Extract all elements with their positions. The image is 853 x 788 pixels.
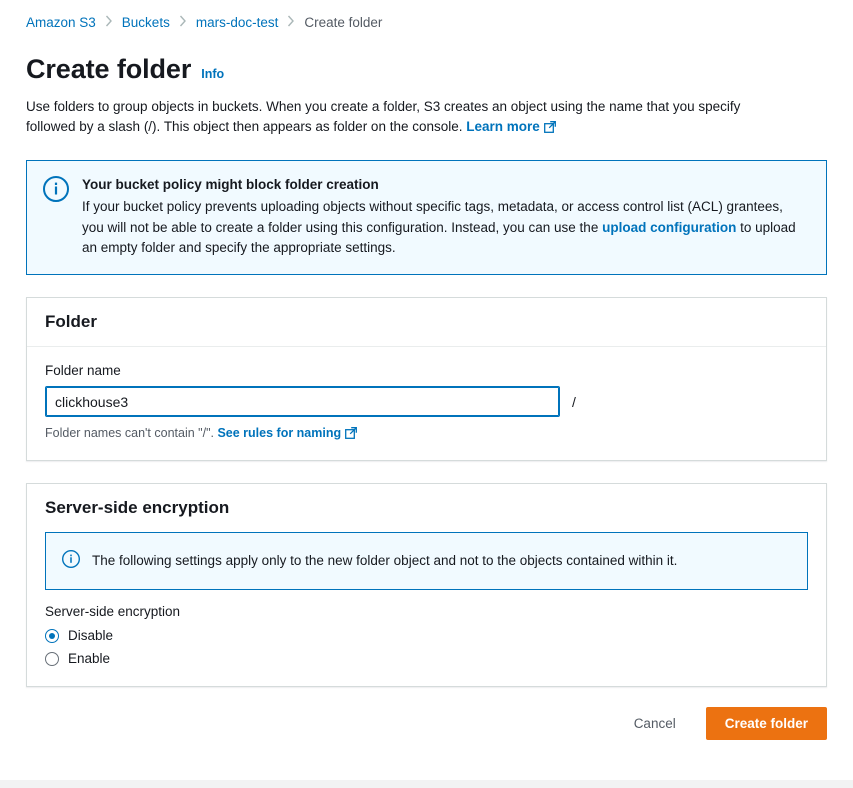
folder-name-row bbox=[45, 386, 808, 417]
alert-text-part2: to upload an empty folder and specify the appropriate settings. bbox=[82, 219, 796, 255]
folder-name-input[interactable] bbox=[45, 386, 560, 417]
info-circle-icon bbox=[43, 175, 69, 258]
chevron-right-icon bbox=[105, 15, 113, 27]
alert-body bbox=[82, 175, 797, 258]
folder-name-help bbox=[45, 426, 808, 442]
folder-card-body bbox=[27, 347, 826, 460]
folder-card-heading: Folder bbox=[27, 298, 826, 347]
radio-disable-icon[interactable] bbox=[45, 629, 59, 643]
encryption-option-disable-label: Disable bbox=[68, 628, 114, 644]
breadcrumb-item-current: Create folder bbox=[304, 14, 383, 30]
alert-text-part1: If your bucket policy prevents uploading objects without specific tags, metadata, or access control list (ACL) grantees, you will not be able to create a folder using this configuration. Instead, you can use the bbox=[82, 199, 783, 235]
alert-text bbox=[82, 197, 797, 258]
breadcrumb-item-amazon-s3[interactable]: Amazon S3 bbox=[26, 14, 96, 30]
radio-enable-icon[interactable] bbox=[45, 652, 59, 666]
folder-name-help-text: Folder names can't contain "/". bbox=[45, 426, 214, 441]
alert-title: Your bucket policy might block folder creation bbox=[82, 177, 379, 193]
folder-card bbox=[26, 297, 827, 461]
breadcrumb-item-bucket-name[interactable]: mars-doc-test bbox=[195, 14, 279, 30]
bottom-strip bbox=[0, 780, 853, 788]
encryption-option-enable[interactable] bbox=[45, 651, 808, 666]
encryption-infobox-text: The following settings apply only to the new folder object and not to the objects contained within it. bbox=[92, 552, 678, 568]
folder-name-suffix: / bbox=[572, 393, 576, 410]
info-link[interactable]: Info bbox=[201, 67, 225, 81]
encryption-option-disable[interactable] bbox=[45, 628, 808, 643]
learn-more-link[interactable]: Learn more bbox=[466, 118, 540, 134]
info-circle-icon bbox=[62, 549, 80, 573]
page-title-row bbox=[0, 34, 853, 85]
encryption-card-heading: Server-side encryption bbox=[45, 498, 230, 518]
page-description-text: Use folders to group objects in buckets. When you create a folder, S3 creates an object using the name that you specify followed by a slash (/). This object then appears as folder on the console. bbox=[26, 99, 741, 134]
page-description bbox=[0, 85, 800, 138]
encryption-radio-label: Server-side encryption bbox=[45, 604, 181, 620]
upload-configuration-link[interactable]: upload configuration bbox=[602, 219, 737, 235]
external-link-icon[interactable] bbox=[544, 119, 556, 139]
page-title: Create folder bbox=[26, 54, 192, 84]
bucket-policy-alert bbox=[26, 160, 827, 275]
encryption-option-enable-label: Enable bbox=[68, 651, 111, 667]
create-folder-button[interactable]: Create folder bbox=[706, 707, 827, 740]
folder-name-label: Folder name bbox=[45, 363, 121, 379]
breadcrumb-item-buckets[interactable]: Buckets bbox=[121, 14, 170, 30]
cancel-button[interactable]: Cancel bbox=[622, 710, 688, 737]
breadcrumb bbox=[0, 0, 853, 34]
encryption-radio-group bbox=[27, 590, 826, 686]
footer-actions bbox=[0, 687, 853, 740]
chevron-right-icon bbox=[287, 15, 295, 27]
naming-rules-link[interactable]: See rules for naming bbox=[217, 426, 342, 441]
external-link-icon[interactable] bbox=[345, 427, 357, 442]
chevron-right-icon bbox=[179, 15, 187, 27]
encryption-card bbox=[26, 483, 827, 687]
encryption-infobox bbox=[45, 532, 808, 590]
